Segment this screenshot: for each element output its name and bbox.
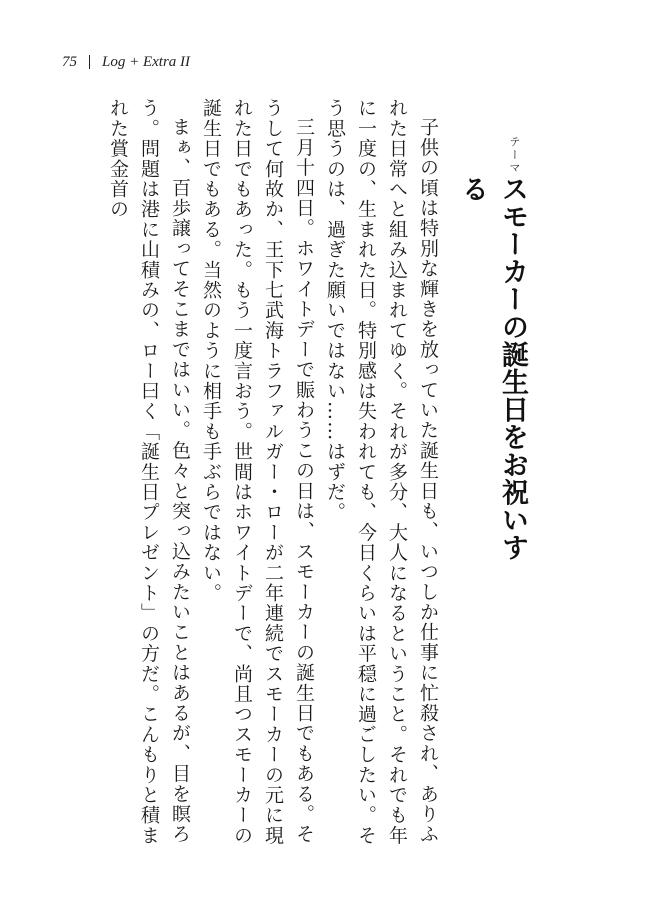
paragraph-2: 三月十四日。ホワイトデーで賑わうこの日は、スモーカーの誕生日でもある。そうして何故か、王下七武海トラファルガー・ローが二年連続でスモーカーの元に現れた日でもあった。もう一度言おう。世間はホワイトデーで、尚且つスモーカーの誕生日でもある。当然のように相手も手ぶらではない。 [200, 98, 315, 846]
theme-label: テーマ [508, 136, 521, 175]
chapter-title: スモーカーの誕生日をお祝いする [457, 175, 528, 562]
running-title: Log + Extra II [102, 53, 191, 70]
body-text [68, 98, 443, 858]
paragraph-1: 子供の頃は特別な輝きを放っていた誕生日も、いつしか仕事に忙殺され、ありふれた日常へと組み込まれてゆく。それが多分、大人になるということ。それでも年に一度の、生まれた日。特別感は失われても、今日くらいは平穏に過ごしたい。そう思うのは、過ぎた願いではない……はずだ。 [324, 98, 439, 846]
page-number: 75 [62, 53, 77, 70]
header-divider [89, 55, 90, 69]
running-header [62, 50, 190, 74]
paragraph-3: まぁ、百歩譲ってそこまではいい。色々と突っ込みたいことはあるが、目を瞑ろう。問題は港に山積みの、ロー曰く「誕生日プレゼント」の方だ。こんもりと積まれた賞金首の [107, 98, 191, 846]
